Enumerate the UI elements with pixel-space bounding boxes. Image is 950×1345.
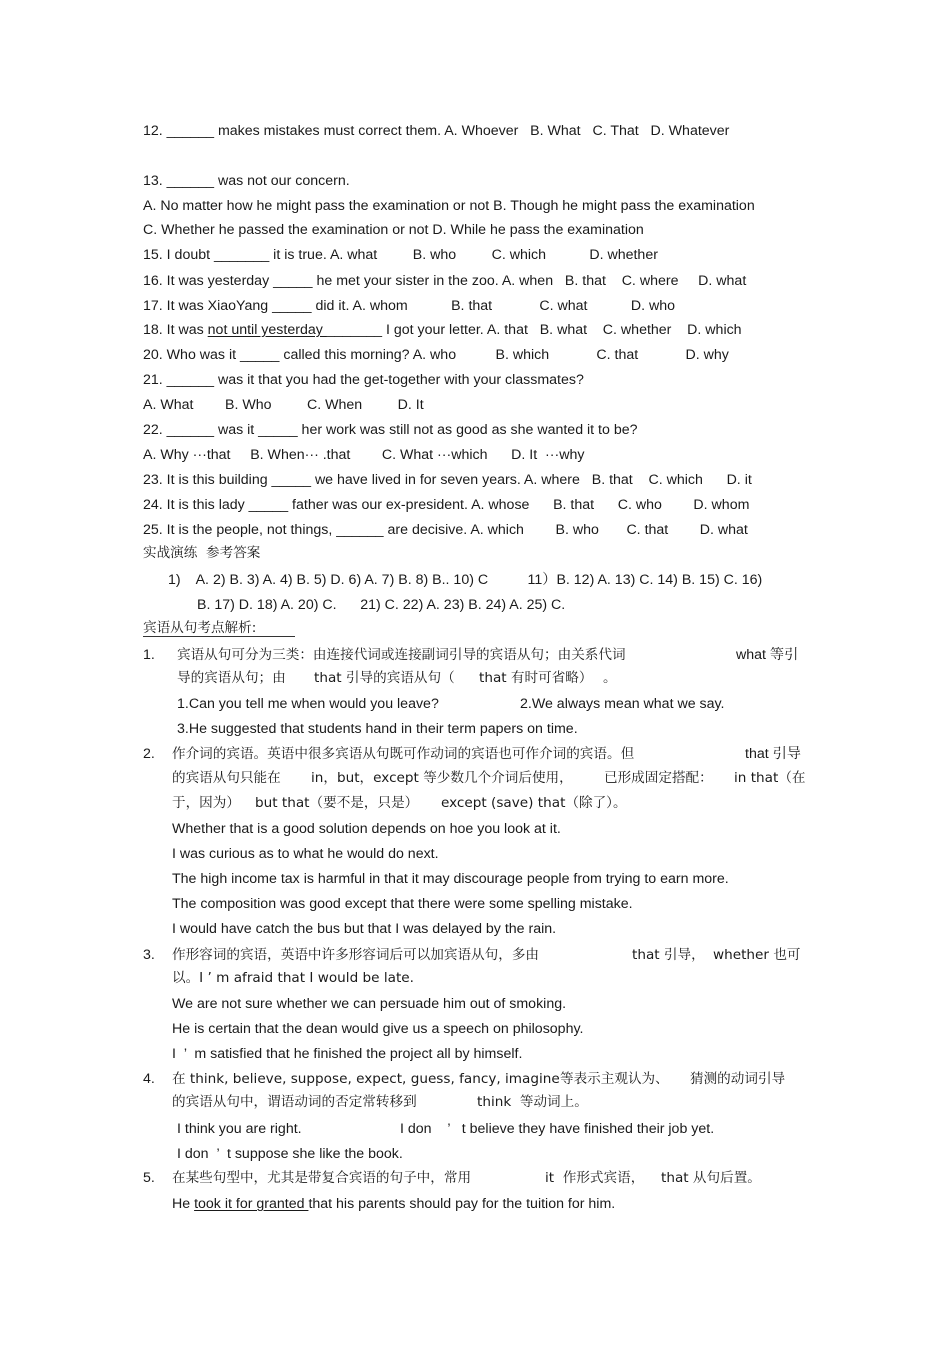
point-3-line-1c: whether 也可 bbox=[713, 947, 801, 963]
point-5-number: 5. bbox=[143, 1170, 155, 1186]
question-12: 12. ______ makes mistakes must correct them. A. Whoever B. What C. That D. Whatever bbox=[143, 123, 730, 139]
point-1-number: 1. bbox=[143, 647, 155, 663]
point-2-example-1: Whether that is a good solution depends on hoe you look at it. bbox=[172, 821, 561, 837]
question-18-suffix: _______ I got your letter. A. that B. what C. whether D. which bbox=[326, 322, 742, 338]
question-15: 15. I doubt _______ it is true. A. what B. who C. which D. whether bbox=[143, 247, 658, 263]
point-4-number: 4. bbox=[143, 1071, 155, 1087]
question-16: 16. It was yesterday _____ he met your sister in the zoo. A. when B. that C. where D. what bbox=[143, 273, 747, 289]
point-4-line-1c: 猜测的动词引导 bbox=[690, 1071, 786, 1087]
analysis-title: 宾语从句考点解析: bbox=[143, 620, 257, 636]
point-1-line-1: 宾语从句可分为三类：由连接代词或连接副词引导的宾语从句；由关系代词 bbox=[177, 647, 626, 663]
point-2-example-4: The composition was good except that there were some spelling mistake. bbox=[172, 896, 633, 912]
point-4-example-1: I think you are right. bbox=[177, 1121, 302, 1137]
point-4-line-1b: 等表示主观认为、 bbox=[560, 1071, 669, 1087]
point-1-example-2: 2.We always mean what we say. bbox=[520, 696, 725, 712]
question-13-options-ab: A. No matter how he might pass the examination or not B. Though he might pass the examination bbox=[143, 198, 755, 214]
point-3-line-2: 以。I ’ m afraid that I would be late. bbox=[172, 970, 414, 986]
point-2-line-2d: in that（在 bbox=[734, 770, 806, 786]
point-5-example bbox=[172, 1195, 615, 1213]
point-2-number: 2. bbox=[143, 746, 155, 762]
analysis-title-underline bbox=[143, 636, 295, 637]
question-22-options: A. Why ···that B. When··· .that C. What ···which D. It ···why bbox=[143, 447, 585, 463]
point-2-line-3c: except (save) that（除了）。 bbox=[441, 795, 627, 811]
answers-title: 实战演练 参考答案 bbox=[143, 545, 261, 561]
point-4-line-2b: think 等动词上。 bbox=[477, 1094, 588, 1110]
point-5-line-1b: it 作形式宾语， bbox=[545, 1170, 645, 1186]
point-3-line-1b: that 引导， bbox=[632, 947, 705, 963]
answers-line-2: B. 17) D. 18) A. 20) C. 21) C. 22) A. 23) B. 24) A. 25) C. bbox=[197, 597, 566, 613]
point-2-line-2b: in，but，except 等少数几个介词后使用， bbox=[311, 770, 573, 786]
question-23: 23. It is this building _____ we have lived in for seven years. A. where B. that C. which D. it bbox=[143, 472, 752, 488]
point-4-example-2: I don ’ t believe they have finished their job yet. bbox=[400, 1121, 715, 1137]
point-2-line-1: 作介词的宾语。英语中很多宾语从句既可作动词的宾语也可作介词的宾语。但 bbox=[172, 746, 635, 762]
question-17: 17. It was XiaoYang _____ did it. A. whom B. that C. what D. who bbox=[143, 298, 676, 314]
point-4-line-1a: 在 think, believe, suppose, expect, guess, fancy, imagine bbox=[172, 1071, 560, 1087]
point-2-example-3: The high income tax is harmful in that it may discourage people from trying to earn more. bbox=[172, 871, 729, 887]
point-1-line-2a: 导的宾语从句；由 bbox=[177, 670, 286, 686]
point-1-line-2b: that 引导的宾语从句（ bbox=[314, 670, 455, 686]
question-18-prefix: 18. It was bbox=[143, 322, 208, 338]
point-2-line-1-tail: that 引导 bbox=[745, 746, 801, 762]
point-3-example-2: He is certain that the dean would give us a speech on philosophy. bbox=[172, 1021, 584, 1037]
point-1-example-1: 1.Can you tell me when would you leave? bbox=[177, 696, 439, 712]
question-20: 20. Who was it _____ called this morning? A. who B. which C. that D. why bbox=[143, 347, 729, 363]
point-3-example-3: I ’ m satisfied that he finished the project all by himself. bbox=[172, 1046, 523, 1062]
point-1-line-2c: that 有时可省略） bbox=[479, 670, 593, 686]
question-25: 25. It is the people, not things, ______ are decisive. A. which B. who C. that D. what bbox=[143, 522, 748, 538]
point-2-line-3a: 于，因为） bbox=[172, 795, 240, 811]
question-13-options-cd: C. Whether he passed the examination or not D. While he pass the examination bbox=[143, 222, 644, 238]
question-22: 22. ______ was it _____ her work was still not as good as she wanted it to be? bbox=[143, 422, 638, 438]
point-1-line-2d: 。 bbox=[603, 670, 617, 686]
point-1-line-1-tail: what 等引 bbox=[736, 647, 799, 663]
point-2-line-2a: 的宾语从句只能在 bbox=[172, 770, 281, 786]
question-21-options: A. What B. Who C. When D. It bbox=[143, 397, 424, 413]
point-4-line-2a: 的宾语从句中，谓语动词的否定常转移到 bbox=[172, 1094, 417, 1110]
point-2-line-2c: 已形成固定搭配： bbox=[604, 770, 713, 786]
point-2-example-2: I was curious as to what he would do next. bbox=[172, 846, 439, 862]
question-24: 24. It is this lady _____ father was our ex-president. A. whose B. that C. who D. whom bbox=[143, 497, 750, 513]
point-5-line-1c: that 从句后置。 bbox=[661, 1170, 761, 1186]
point-1-example-3: 3.He suggested that students hand in their term papers on time. bbox=[177, 721, 578, 737]
point-2-line-3b: but that（要不是，只是） bbox=[255, 795, 419, 811]
question-18 bbox=[143, 321, 742, 339]
point-5-example-prefix: He bbox=[172, 1196, 195, 1212]
point-4-example-3: I don ’ t suppose she like the book. bbox=[177, 1146, 403, 1162]
point-5-line-1a: 在某些句型中，尤其是带复合宾语的句子中，常用 bbox=[172, 1170, 472, 1186]
question-13: 13. ______ was not our concern. bbox=[143, 173, 350, 189]
point-5-example-suffix: that his parents should pay for the tuition for him. bbox=[308, 1196, 616, 1212]
question-21: 21. ______ was it that you had the get-together with your classmates? bbox=[143, 372, 584, 388]
answers-line-1: 1) A. 2) B. 3) A. 4) B. 5) D. 6) A. 7) B. 8) B.. 10) C 11）B. 12) A. 13) C. 14) B. 15) C. 16) bbox=[168, 572, 763, 588]
point-2-example-5: I would have catch the bus but that I was delayed by the rain. bbox=[172, 921, 557, 937]
question-18-underlined: not until yesterday bbox=[207, 322, 327, 338]
point-3-number: 3. bbox=[143, 947, 155, 963]
point-3-example-1: We are not sure whether we can persuade him out of smoking. bbox=[172, 996, 567, 1012]
point-5-example-underlined: took it for granted bbox=[194, 1196, 309, 1212]
point-3-line-1: 作形容词的宾语，英语中许多形容词后可以加宾语从句，多由 bbox=[172, 947, 540, 963]
